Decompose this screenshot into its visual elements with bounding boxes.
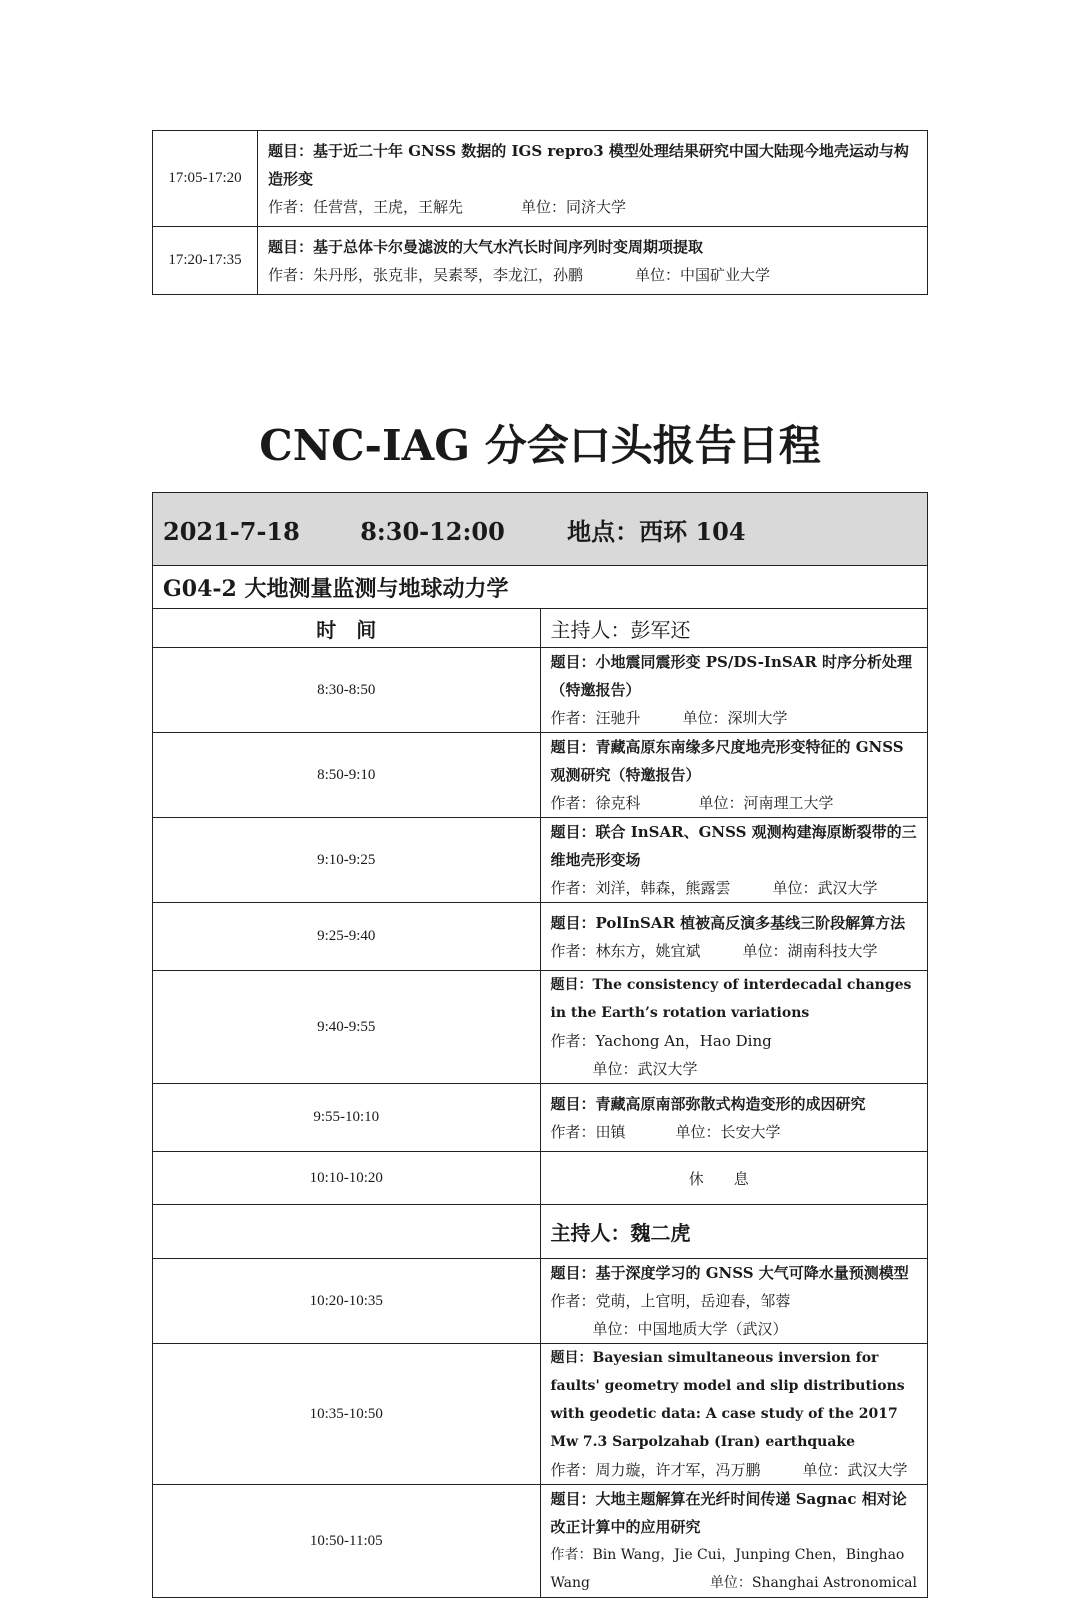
talk-unit: 单位：河南理工大学: [698, 794, 834, 812]
table-row: [153, 227, 928, 295]
talk-unit: 单位：同济大学: [521, 197, 627, 216]
talk-unit: 单位：中国地质大学（武汉）: [592, 1320, 788, 1338]
talk-title: 题目：大地主题解算在光纤时间传递 Sagnac 相对论改正计算中的应用研究: [550, 1490, 907, 1536]
talk-time: 8:50-9:10: [153, 733, 541, 818]
host-row: [153, 1205, 928, 1259]
host-name: 主持人：彭军还: [540, 609, 928, 648]
talk-title: 题目：基于深度学习的 GNSS 大气可降水量预测模型: [550, 1264, 909, 1282]
session-date: 2021-7-18: [163, 516, 300, 546]
talk-authors: 作者：田镇: [550, 1122, 626, 1141]
page-title: CNC-IAG 分会口头报告日程: [259, 421, 821, 470]
table-row: [153, 1344, 928, 1485]
talk-unit: 单位：武汉大学: [592, 1060, 698, 1078]
session-location: 地点：西环 104: [567, 516, 746, 546]
talk-authors: 作者：Bin Wang，Jie Cui，Junping Chen，Binghao Wang: [550, 1547, 905, 1591]
talk-authors: 作者：徐克科: [550, 794, 641, 812]
session-time-range: 8:30-12:00: [360, 516, 505, 546]
table-row: [153, 818, 928, 903]
time-column-label: 时 间: [153, 609, 541, 648]
talk-time: 9:10-9:25: [153, 818, 541, 903]
talk-title: 题目：小地震同震形变 PS/DS-InSAR 时序分析处理（特邀报告）: [550, 653, 913, 699]
table-row: [153, 1485, 928, 1598]
talk-time: 10:35-10:50: [153, 1344, 541, 1485]
session-header-row: [153, 493, 928, 566]
break-time: 10:10-10:20: [153, 1152, 541, 1205]
talk-unit: 单位：长安大学: [675, 1122, 781, 1141]
talk-title: 题目：青藏高原东南缘多尺度地壳形变特征的 GNSS 观测研究（特邀报告）: [550, 738, 904, 784]
talk-unit: 单位：湖南科技大学: [742, 941, 878, 960]
table-row: [153, 1084, 928, 1152]
talk-title: 题目：基于近二十年 GNSS 数据的 IGS repro3 模型处理结果研究中国大陆现今地壳运动与构造形变: [268, 141, 909, 188]
table-row: [153, 131, 928, 227]
talk-title: 题目：The consistency of interdecadal changes in the Earth’s rotation variations: [550, 977, 912, 1021]
talk-authors: 作者：林东方，姚宜斌: [550, 941, 701, 960]
talk-unit: 单位：武汉大学: [772, 879, 878, 897]
talk-title: 题目：基于总体卡尔曼滤波的大气水汽长时间序列时变周期项提取: [268, 237, 704, 256]
talk-authors: 作者：Yachong An，Hao Ding: [550, 1032, 772, 1050]
talk-title: 题目：联合 InSAR、GNSS 观测构建海原断裂带的三维地壳形变场: [550, 823, 917, 869]
talk-authors: 作者：任营营，王虎，王解先: [268, 197, 464, 216]
talk-title: 题目：PolInSAR 植被高反演多基线三阶段解算方法: [550, 913, 906, 932]
break-row: [153, 1152, 928, 1205]
table-row: [153, 1259, 928, 1344]
group-title: G04-2 大地测量监测与地球动力学: [153, 566, 928, 609]
host-row: [153, 609, 928, 648]
talk-time: 17:20-17:35: [153, 227, 258, 295]
host-name: 主持人：魏二虎: [540, 1205, 928, 1259]
talk-time: 17:05-17:20: [153, 131, 258, 227]
talk-unit: 单位：中国矿业大学: [635, 265, 771, 284]
talk-authors: 作者：朱丹彤，张克非，吴素琴，李龙江，孙鹏: [268, 265, 584, 284]
talk-time: 10:50-11:05: [153, 1485, 541, 1598]
talk-unit: 单位：Shanghai Astronomical: [709, 1575, 917, 1591]
talk-time: 8:30-8:50: [153, 648, 541, 733]
table-row: [153, 733, 928, 818]
group-row: [153, 566, 928, 609]
schedule-table: [152, 492, 928, 1598]
talk-authors: 作者：刘洋，韩森，熊露雲: [550, 879, 731, 897]
table-row: [153, 903, 928, 971]
talk-unit: 单位：深圳大学: [682, 709, 788, 727]
talk-title: 题目：Bayesian simultaneous inversion for faults' geometry model and slip distributions with geodetic data: A case study of the 2017 Mw 7.3 Sarpolzahab (Iran) earthquake: [550, 1350, 905, 1450]
previous-schedule-table: [152, 130, 928, 295]
talk-time: 9:55-10:10: [153, 1084, 541, 1152]
talk-authors: 作者：周力璇，许才军，冯万鹏: [550, 1461, 761, 1479]
talk-authors: 作者：党萌，上官明，岳迎春，邹蓉: [550, 1292, 791, 1310]
talk-time: 10:20-10:35: [153, 1259, 541, 1344]
table-row: [153, 648, 928, 733]
talk-time: 9:40-9:55: [153, 971, 541, 1084]
talk-title: 题目：青藏高原南部弥散式构造变形的成因研究: [550, 1094, 866, 1113]
talk-authors: 作者：汪驰升: [550, 709, 641, 727]
talk-unit: 单位：武汉大学: [802, 1461, 908, 1479]
table-row: [153, 971, 928, 1084]
break-label: 休息: [540, 1152, 928, 1205]
talk-time: 9:25-9:40: [153, 903, 541, 971]
